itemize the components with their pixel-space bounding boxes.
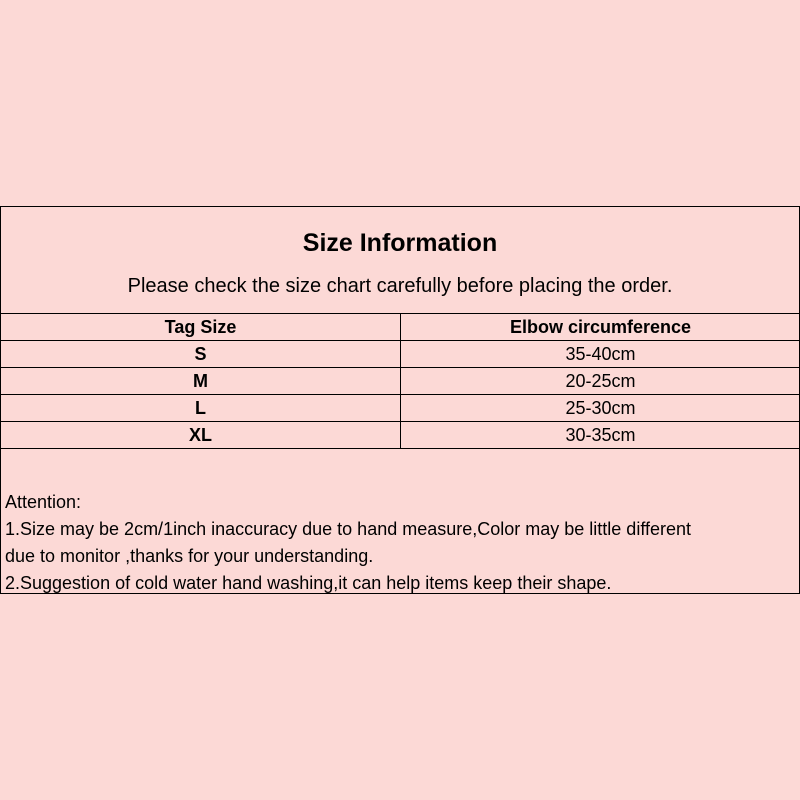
- size-table: [0, 313, 800, 449]
- elbow-circumference-cell: 20-25cm: [401, 368, 800, 395]
- table-row: [1, 368, 800, 395]
- note-line: due to monitor ,thanks for your understanding.: [5, 546, 374, 566]
- tag-size-cell: M: [1, 368, 401, 395]
- size-information-sheet: [0, 206, 800, 594]
- page-title: Size Information: [302, 229, 498, 257]
- notes-heading: Attention:: [5, 492, 82, 512]
- elbow-circumference-cell: 30-35cm: [401, 422, 800, 449]
- note-line: 2.Suggestion of cold water hand washing,it can help items keep their shape.: [5, 573, 612, 593]
- tag-size-cell: XL: [1, 422, 401, 449]
- table-row: [1, 422, 800, 449]
- header-tag-size: Tag Size: [1, 314, 401, 341]
- note-line: 1.Size may be 2cm/1inch inaccuracy due to hand measure,Color may be little different: [5, 519, 692, 539]
- attention-notes: [5, 489, 793, 597]
- header-elbow-circumference: Elbow circumference: [401, 314, 800, 341]
- tag-size-cell: L: [1, 395, 401, 422]
- table-row: [1, 341, 800, 368]
- elbow-circumference-cell: 25-30cm: [401, 395, 800, 422]
- tag-size-cell: S: [1, 341, 401, 368]
- table-row: [1, 395, 800, 422]
- page-subtitle: Please check the size chart carefully before placing the order.: [127, 275, 673, 297]
- table-header-row: [1, 314, 800, 341]
- elbow-circumference-cell: 35-40cm: [401, 341, 800, 368]
